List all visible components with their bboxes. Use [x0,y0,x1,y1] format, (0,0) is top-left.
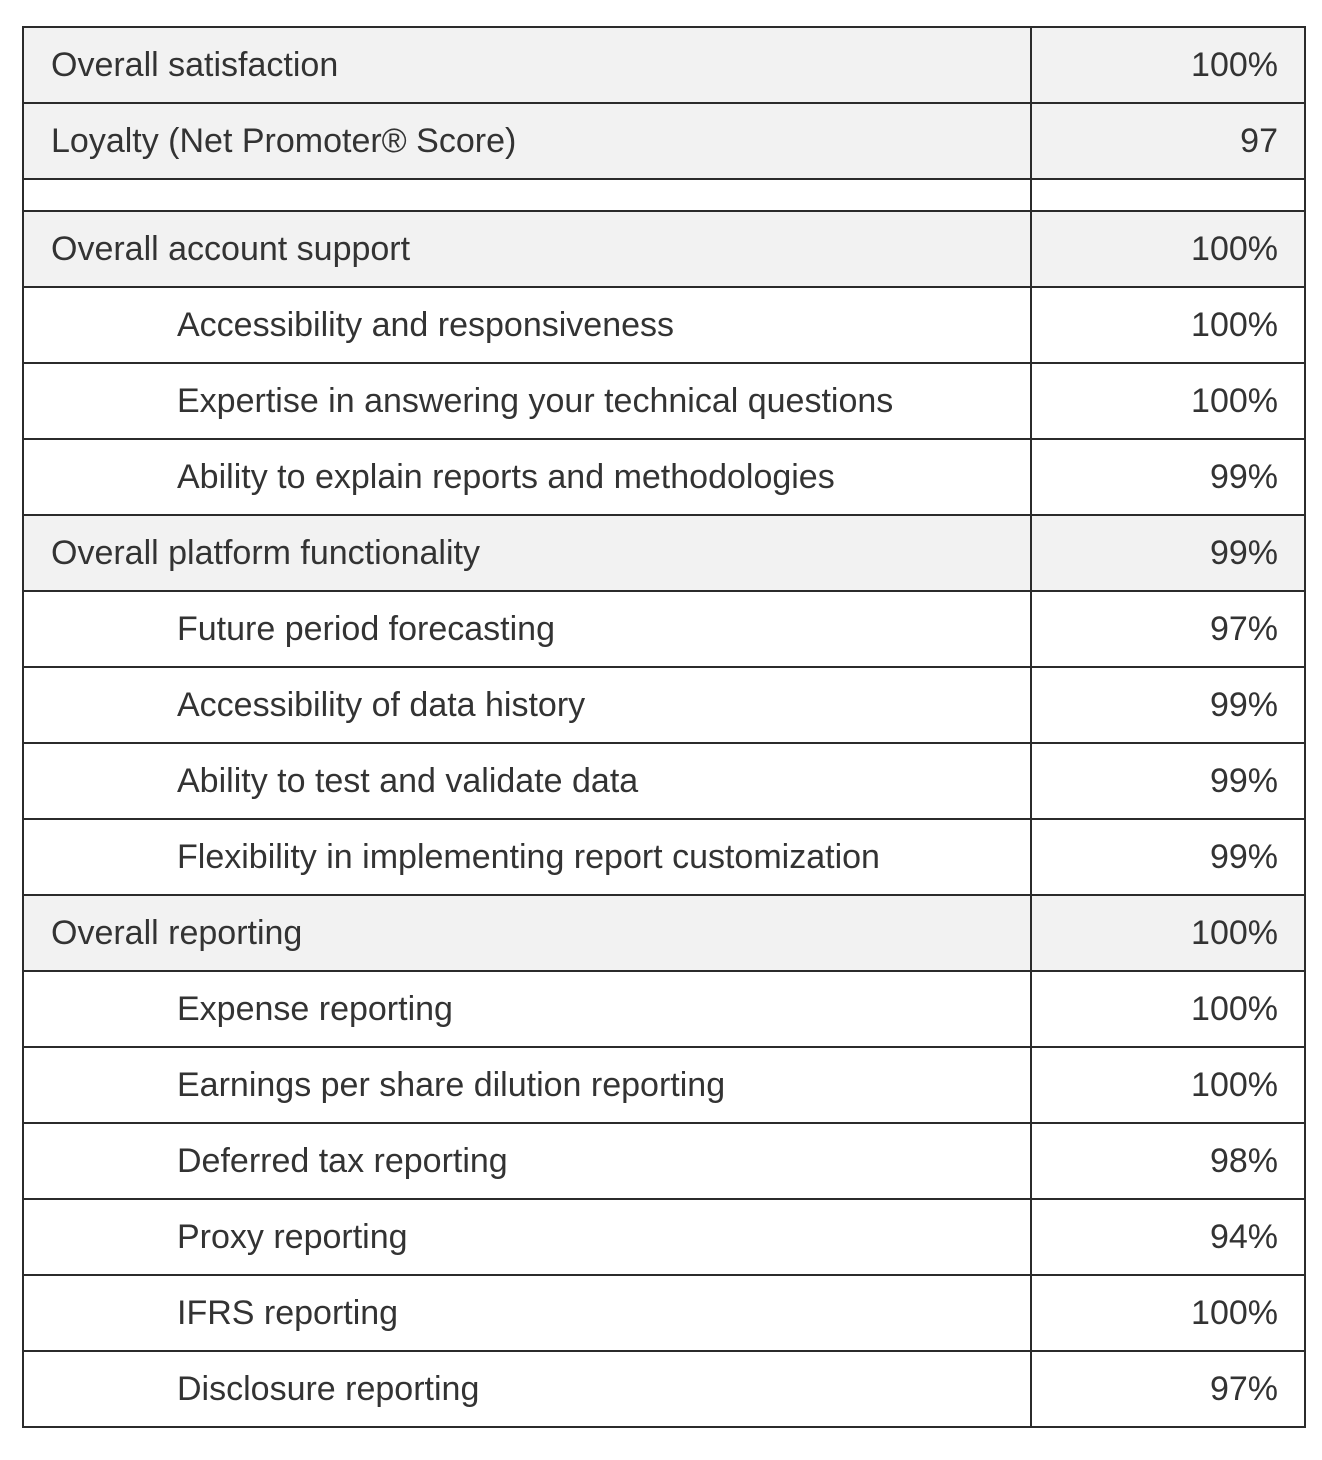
row-label: Expertise in answering your technical questions [23,363,1031,439]
row-label: Flexibility in implementing report customization [23,819,1031,895]
row-label: Overall account support [23,211,1031,287]
satisfaction-table [22,26,1306,1428]
table-row-overall-reporting [23,895,1305,971]
spacer-cell [23,179,1031,211]
row-value: 97% [1031,1351,1305,1427]
row-value: 99% [1031,515,1305,591]
table-row [23,287,1305,363]
row-value: 99% [1031,819,1305,895]
row-label: IFRS reporting [23,1275,1031,1351]
table-row [23,439,1305,515]
row-value: 98% [1031,1123,1305,1199]
row-value: 94% [1031,1199,1305,1275]
row-label: Overall platform functionality [23,515,1031,591]
row-label: Ability to explain reports and methodologies [23,439,1031,515]
table-row-overall-platform-functionality [23,515,1305,591]
row-label: Overall reporting [23,895,1031,971]
table-row [23,667,1305,743]
table-row [23,1351,1305,1427]
row-value: 100% [1031,363,1305,439]
row-label: Proxy reporting [23,1199,1031,1275]
row-value: 99% [1031,743,1305,819]
table-row [23,1123,1305,1199]
row-value: 100% [1031,211,1305,287]
table-row [23,1047,1305,1123]
row-label: Future period forecasting [23,591,1031,667]
table-row [23,363,1305,439]
table-row [23,743,1305,819]
row-value: 100% [1031,1047,1305,1123]
spacer-cell [1031,179,1305,211]
row-label: Earnings per share dilution reporting [23,1047,1031,1123]
row-value: 100% [1031,895,1305,971]
table-row-overall-satisfaction [23,27,1305,103]
row-label: Deferred tax reporting [23,1123,1031,1199]
row-label: Loyalty (Net Promoter® Score) [23,103,1031,179]
row-label: Overall satisfaction [23,27,1031,103]
row-label: Accessibility of data history [23,667,1031,743]
row-value: 97 [1031,103,1305,179]
row-value: 100% [1031,971,1305,1047]
row-label: Accessibility and responsiveness [23,287,1031,363]
row-value: 100% [1031,27,1305,103]
table-row [23,591,1305,667]
table-row [23,971,1305,1047]
row-label: Expense reporting [23,971,1031,1047]
row-label: Ability to test and validate data [23,743,1031,819]
table-row-spacer [23,179,1305,211]
row-value: 100% [1031,1275,1305,1351]
row-label: Disclosure reporting [23,1351,1031,1427]
row-value: 99% [1031,667,1305,743]
row-value: 100% [1031,287,1305,363]
table-row [23,1275,1305,1351]
table-row-overall-account-support [23,211,1305,287]
table-row-loyalty [23,103,1305,179]
row-value: 99% [1031,439,1305,515]
table-row [23,1199,1305,1275]
row-value: 97% [1031,591,1305,667]
table-row [23,819,1305,895]
